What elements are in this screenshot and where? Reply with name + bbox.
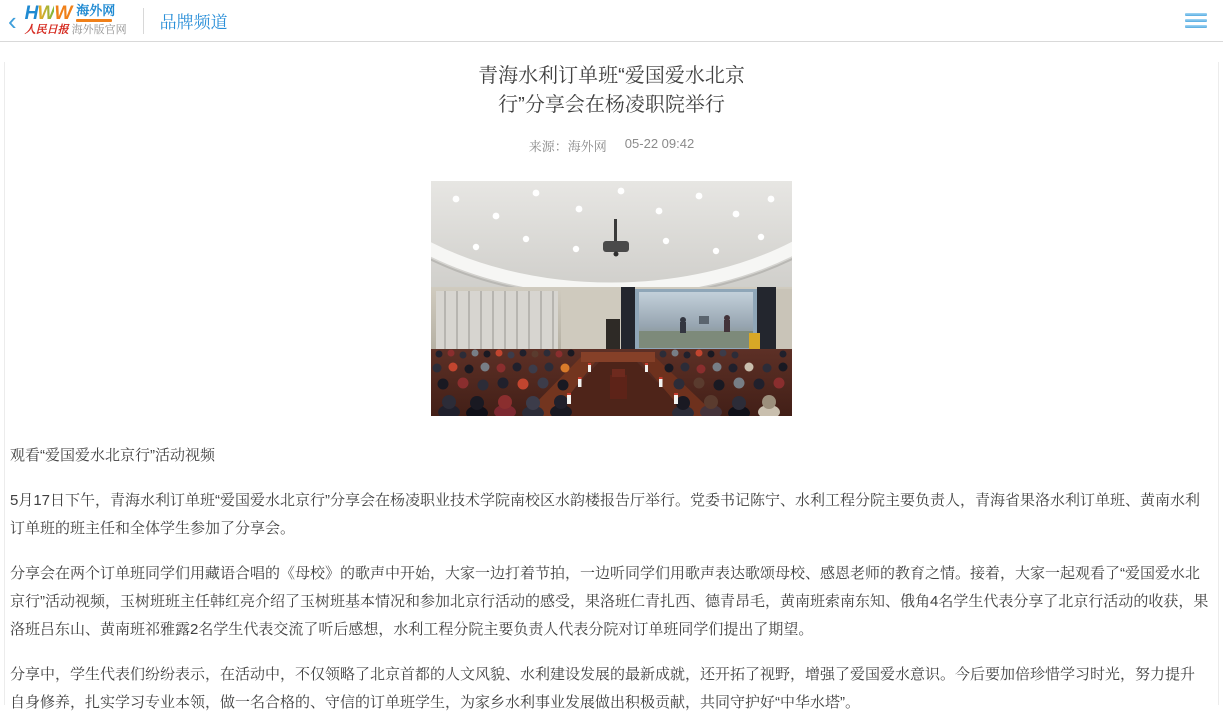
site-logo[interactable]: [25, 5, 127, 36]
article-paragraph: 5月17日下午，青海水利订单班“爱国爱水北京行”分享会在杨凌职业技术学院南校区水韵楼报告厅举行。党委书记陈宁、水利工程分院主要负责人，青海省果洛水利订单班、黄南水利订单班的班主任和全体学生参加了分享会。: [10, 492, 1201, 537]
site-name: 海外网: [76, 3, 116, 18]
article-title: [5, 62, 1218, 120]
header-divider: [143, 8, 144, 34]
hww-logo-text: HWW: [24, 3, 72, 24]
photo-ceiling: [431, 181, 792, 298]
photo-caption: 观看“爱国爱水北京行”活动视频: [10, 447, 215, 464]
article-page: [4, 62, 1219, 711]
hamburger-menu-icon[interactable]: [1185, 9, 1207, 32]
article-photo: [431, 181, 792, 416]
site-logo-bottom: [25, 24, 127, 36]
photo-front-wall: [431, 287, 792, 351]
projection-screen: [635, 289, 757, 351]
site-logo-top: [25, 5, 127, 22]
article-body: [5, 442, 1218, 717]
article-publish-time: 05-22 09:42: [624, 136, 695, 151]
photo-audience: [431, 349, 792, 416]
article-meta: [5, 136, 1218, 155]
article-paragraph: 分享会在两个订单班同学们用藏语合唱的《母校》的歌声中开始，大家一边打着节拍，一边听同学们用歌声表达歌颂母校、感恩老师的教育之情。接着，大家一起观看了“爱国爱水北京行”活动视频，玉树班班主任韩红亮介绍了玉树班基本情况和参加北京行活动的感受，果洛班仁青扎西、德青昂毛，黄南班索南东知、俄角4名学生代表分享了北京行活动的收获，果洛班吕东山、黄南班祁雅露2名学生代表交流了听后感想，水利工程分院主要负责人代表分院对订单班同学们提出了期望。: [10, 565, 1209, 638]
article-paragraph: 分享中，学生代表们纷纷表示，在活动中，不仅领略了北京首都的人文风貌、水利建设发展的最新成就，还开拓了视野，增强了爱国爱水意识。今后要加倍珍惜学习时光，努力提升自身修养，扎实学习专业本领，做一名合格的、守信的订单班学生，为家乡水利事业发展做出积极贡献，共同守护好“中华水塔”。: [10, 666, 1196, 711]
paper-subtitle: 海外版官网: [71, 24, 127, 36]
top-header: [0, 0, 1223, 42]
site-url-bar: [76, 19, 112, 22]
article-title-line1: 青海水利订单班“爱国爱水北京: [478, 65, 745, 87]
brand-channel-link[interactable]: 品牌频道: [159, 13, 228, 32]
article-source: 来源：海外网: [528, 139, 607, 154]
back-icon[interactable]: ‹: [8, 5, 17, 36]
article-title-line2: 行”分享会在杨凌职院举行: [498, 94, 725, 116]
paper-name: 人民日报: [24, 24, 69, 36]
